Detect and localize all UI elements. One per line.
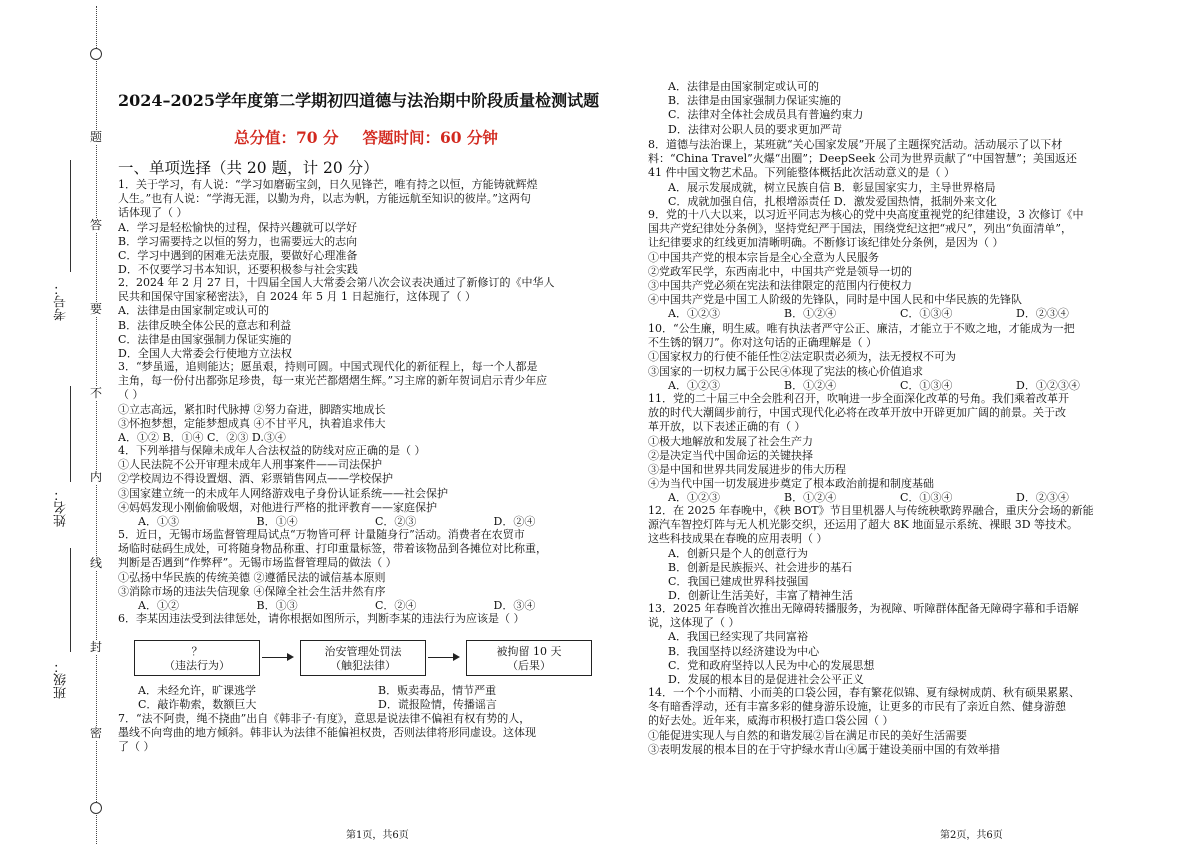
question-11-options: A．①②③ B．①②④ C．①③④ D．②③④ — [668, 491, 1069, 505]
exam-title: 2024–2025学年度第二学期初四道德与法治期中阶段质量检测试题 — [118, 91, 600, 110]
question-8: 8．道德与法治课上，某班就“关心国家发展”开展了主题探究活动。活动展示了以下材 料：“China Travel”火爆“出圈”；DeepSeek 公司为世界贡献了“中国智慧”；美国返还 41 件中国文物艺术品。下列能整体概括此次活动意义的是（ ） A．展示发展成就，树立民族自信 B．彰显国家实力，主导世界格局 C．成就加强自信，扎根增添责任 D．激发爱国热情，抵制外来文化 — [648, 138, 1077, 208]
binding-char: 不 — [89, 386, 102, 400]
flow-box-law: 治安管理处罚法 （触犯法律） — [300, 640, 426, 676]
question-10-options: A．①②③ B．①②④ C．①③④ D．①②③④ — [668, 378, 1080, 392]
exam-meta — [234, 126, 522, 148]
class-label: 班级： — [54, 660, 69, 699]
binding-char: 题 — [89, 130, 102, 144]
exam-number-label: 考号： — [54, 282, 69, 321]
total-score: 总分值：70 分 — [234, 128, 339, 147]
student-name-label: 姓名： — [54, 488, 69, 527]
exam-number-blank — [70, 160, 71, 272]
question-4: 4．下列举措与保障未成年人合法权益的防线对应正确的是（ ） ①人民法院不公开审理未成年人刑事案件——司法保护 ②学校周边不得设置烟、酒、彩票销售网点——学校保护 ③国家建立统一的未成年人网络游戏电子身份认证系统——社会保护 ④妈妈发现小刚偷偷吸烟，对他进行严格的批评教育——家庭保护 A．①③ B．①④ C．②③ D．②④ — [118, 444, 612, 529]
question-6-flow-diagram — [134, 640, 594, 680]
question-7: 7．“法不阿贵，绳不挠曲”出自《韩非子·有度》，意思是说法律不偏袒有权有势的人， 墨线不向弯曲的地方倾斜。韩非认为法律不能偏袒权贵，否则法律将形同虚设。这体现 了（ ） — [118, 712, 536, 754]
flow-box-consequence: 被拘留 10 天 （后果） — [466, 640, 592, 676]
question-9: 9．党的十八大以来，以习近平同志为核心的党中央高度重视党的纪律建设，3 次修订《中 国共产党纪律处分条例》，坚持党纪严于国法，围绕党纪这把“戒尺”，列出“负面清单”， 让纪律要求的红线更加清晰明确。不断修订该纪律处分条例，是因为（ ） ①中国共产党的根本宗旨是全心全意为人民服务 ②党政军民学，东西南北中，中国共产党是领导一切的 ③中国共产党必须在宪法和法律限定的范围内行使权力 ④中国共产党是中国工人阶级的先锋队，同时是中国人民和中华民族的先锋队 A．①②③ B．①②④ C．①③④ D．②③④ — [648, 208, 1160, 322]
binding-hole — [90, 48, 102, 60]
question-10: 10．“公生廉，明生威。唯有执法者严守公正、廉洁，才能立于不败之地，才能成为一把 不生锈的钢刀”。你对这句话的正确理解是（ ） ①国家权力的行使不能任性②法定职责必须为，法无授权不可为 ③国家的一切权力属于公民④体现了宪法的核心价值追求 A．①②③ B．①②④ C．①③④ D．①②③④ — [648, 322, 1160, 393]
question-6: 6．李某因违法受到法律惩处，请你根据如图所示，判断李某的违法行为应该是（ ） — [118, 612, 525, 625]
binding-char: 线 — [89, 556, 102, 570]
question-14: 14．一个个小而精、小而美的口袋公园，春有繁花似锦、夏有绿树成荫、秋有硕果累累、 冬有暗香浮动，还有丰富多彩的健身游乐设施，让更多的市民有了亲近自然、健身游憩 的好去处。近年来，威海市积极打造口袋公园（ ） ①能促进实现人与自然的和谐发展②旨在满足市民的美好生活需要 ③表明发展的根本目的在于守护绿水青山④属于建设美丽中国的有效举措 — [648, 686, 1080, 756]
binding-char: 密 — [89, 726, 102, 740]
question-3: 3．“梦虽遥，追则能达；愿虽艰，持则可圆。中国式现代化的新征程上，每一个人都是 主角，每一份付出都弥足珍贵，每一束光芒都熠熠生辉。”习主席的新年贺词启示青少年应 （ ） ①立志高远，紧扣时代脉搏 ②努力奋进，脚踏实地成长 ③怀抱梦想，定能梦想成真 ④不甘平凡，执着追求伟大 A．①② B．①④ C．②③ D.③④ — [118, 360, 548, 445]
question-11: 11．党的二十届三中全会胜利召开，吹响进一步全面深化改革的号角。我们乘着改革开 放的时代大潮阔步前行，中国式现代化必将在改革开放中开辟更加广阔的前景。关于改 革开放，以下表述正确的有（ ） ①极大地解放和发展了社会生产力 ②是决定当代中国命运的关键抉择 ③是中国和世界共同发展进步的伟大历程 ④为当代中国一切发展进步奠定了根本政治前提和制度基础 A．①②③ B．①②④ C．①③④ D．②③④ — [648, 392, 1160, 506]
binding-hole — [90, 802, 102, 814]
flow-arrow — [262, 657, 292, 658]
question-5-options: A．①② B．①③ C．②④ D．③④ — [138, 599, 536, 613]
flow-box-violation: ？ （违法行为） — [134, 640, 260, 676]
binding-char: 封 — [89, 640, 102, 654]
binding-char: 内 — [89, 470, 102, 484]
page-footer: 第1页，共6页 — [346, 830, 409, 841]
exam-duration: 答题时间：60 分钟 — [362, 128, 498, 147]
question-6-options: A．未经允许，旷课逃学 B．贩卖毒品，情节严重 C．敲诈勒索，数额巨大 D．谎报险情，传播谣言 — [138, 684, 497, 712]
page-footer: 第2页，共6页 — [940, 830, 1003, 841]
question-12: 12．在 2025 年春晚中，《秧 BOT》节目里机器人与传统秧歌跨界融合，重庆分会场的新能 源汽车智控灯阵与无人机光影交织，还运用了超大 8K 地面显示系统、裸眼 3D 等技术。 这些科技成果在春晚的应用表明（ ） A．创新只是个人的创意行为 B．创新是民族振兴、社会进步的基石 C．我国已建成世界科技强国 D．创新让生活美好，丰富了精神生活 — [648, 504, 1094, 603]
binding-char: 答 — [89, 218, 102, 232]
flow-arrow — [428, 657, 458, 658]
binding-char: 要 — [89, 302, 102, 316]
question-5: 5．近日，无锡市场监督管理局试点“万物皆可秤 计量随身行”活动。消费者在农贸市 场临时砝码生成处，可将随身物品称重、打印重量标签，带着该物品到各摊位对比称重， 判断是否遇到“作弊秤”。无锡市场监督管理局的做法（ ） ①弘扬中华民族的传统美德 ②遵循民法的诚信基本原则 ③消除市场的违法失信现象 ④保障全社会生活井然有序 A．①② B．①③ C．②④ D．③④ — [118, 528, 612, 613]
student-name-blank — [70, 386, 71, 482]
question-7-options: A．法律是由国家制定或认可的 B．法律是由国家强制力保证实施的 C．法律对全体社会成员具有普遍约束力 D．法律对公职人员的要求更加严苛 — [668, 80, 864, 136]
question-1: 1．关于学习，有人说：“学习如磨砺宝剑，日久见锋芒，唯有持之以恒，方能铸就辉煌 人生。”也有人说：“学海无涯，以勤为舟，以志为帆，方能远航至知识的彼岸。”这两句 话体现了（ ） A．学习是轻松愉快的过程，保持兴趣就可以学好 B．学习需要持之以恒的努力，也需要远大的志向 C．学习中遇到的困难无法克服，要做好心理准备 D．不仅要学习书本知识，还要积极参与社会实践 — [118, 178, 538, 277]
class-blank — [70, 548, 71, 652]
question-2: 2．2024 年 2 月 27 日，十四届全国人大常委会第八次会议表决通过了新修订的《中华人 民共和国保守国家秘密法》，自 2024 年 5 月 1 日起施行，这体现了（ ） A．法律是由国家制定或认可的 B．法律反映全体公民的意志和利益 C．法律是由国家强制力保证实施的 D．全国人大常委会行使地方立法权 — [118, 276, 555, 361]
question-4-options: A．①③ B．①④ C．②③ D．②④ — [138, 515, 536, 529]
question-9-options: A．①②③ B．①②④ C．①③④ D．②③④ — [668, 307, 1069, 321]
section-heading: 一、单项选择（共 20 题，计 20 分） — [118, 159, 379, 177]
question-13: 13．2025 年春晚首次推出无障碍转播服务，为视障、听障群体配备无障碍字幕和手语解 说，这体现了（ ） A．我国已经实现了共同富裕 B．我国坚持以经济建设为中心 C．党和政府坚持以人民为中心的发展思想 D．发展的根本目的是促进社会公平正义 — [648, 602, 1079, 687]
